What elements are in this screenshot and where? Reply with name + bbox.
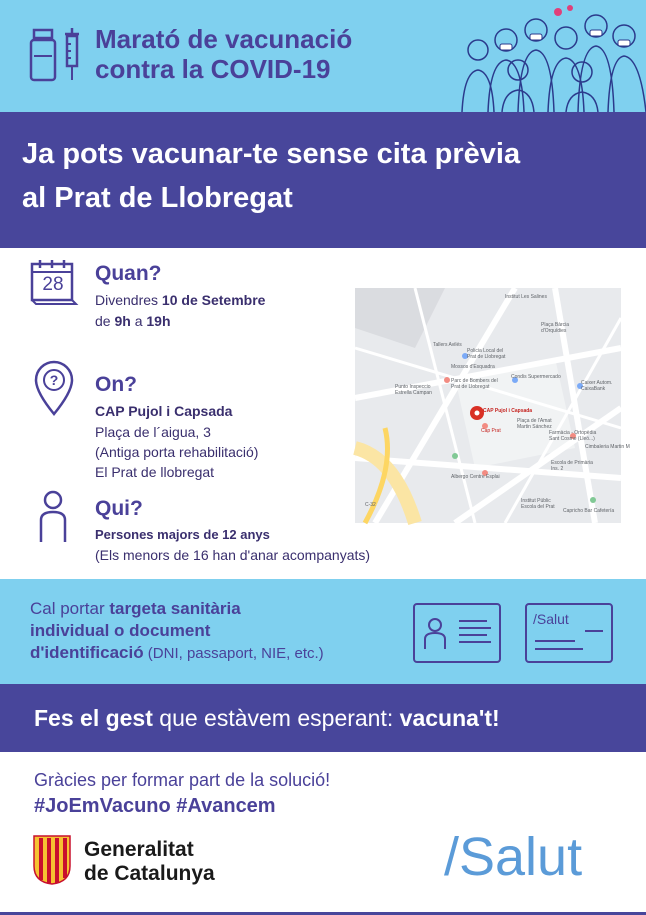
crowd-illustration: [458, 0, 646, 112]
headline-line-2: al Prat de Llobregat: [22, 182, 293, 214]
generalitat-logo: [32, 834, 72, 886]
svg-text:Tallers Avilés: Tallers Avilés: [433, 342, 462, 348]
id-card-icon: [413, 603, 501, 663]
svg-text:Institut Les Salines: Institut Les Salines: [505, 294, 547, 300]
svg-text:Martin Sánchez: Martin Sánchez: [517, 424, 552, 430]
svg-text:CaixaBank: CaixaBank: [581, 386, 606, 392]
svg-text:Institut Públic: Institut Públic: [521, 498, 551, 504]
cta-text: Fes el gest que estàvem esperant: vacuna't!: [34, 705, 500, 731]
who-note: (Els menors de 16 han d'anar acompanyats): [95, 547, 371, 563]
who-audience: Persones majors de 12 anys: [95, 527, 270, 542]
who-heading: Qui?: [95, 497, 143, 520]
svg-text:Mossos d'Esquadra: Mossos d'Esquadra: [451, 364, 495, 370]
where-note: (Antiga porta rehabilitació): [95, 444, 259, 460]
health-card-icon: [525, 603, 613, 663]
when-heading: Quan?: [95, 262, 162, 285]
svg-text:Sant Cosme (Lleó...): Sant Cosme (Lleó...): [549, 436, 595, 442]
health-card-label: /Salut: [533, 611, 569, 627]
when-hours: de 9h a 19h: [95, 313, 171, 329]
svg-text:Escola de Primària: Escola de Primària: [551, 460, 593, 466]
svg-text:d'Orquídies: d'Orquídies: [541, 328, 567, 334]
salut-logo: /Salut: [444, 827, 583, 887]
svg-text:Prat de Llobregat: Prat de Llobregat: [451, 384, 490, 390]
svg-text:C-32: C-32: [365, 502, 376, 508]
campaign-title: Marató de vacunació contra la COVID-19: [95, 24, 353, 84]
svg-text:Prat de Llobregat: Prat de Llobregat: [467, 354, 506, 360]
generalitat-name: Generalitat de Catalunya: [84, 838, 215, 885]
location-pin-icon: [34, 360, 74, 416]
svg-text:Punto Inspeccio: Punto Inspeccio: [395, 384, 431, 390]
svg-text:Parc de Bombers del: Parc de Bombers del: [451, 378, 498, 384]
when-date: Divendres 10 de Setembre: [95, 292, 266, 308]
svg-text:Condis Supermercado: Condis Supermercado: [511, 374, 561, 380]
thanks-text: Gràcies per formar part de la solució!: [34, 770, 331, 790]
svg-text:?: ?: [49, 372, 59, 388]
svg-text:Farmàcia - Ortopèdia: Farmàcia - Ortopèdia: [549, 430, 597, 436]
where-city: El Prat de llobregat: [95, 464, 215, 480]
where-heading: On?: [95, 373, 137, 396]
location-map[interactable]: [355, 288, 630, 523]
svg-text:Cimbaleria Martin M: Cimbaleria Martin M: [585, 444, 630, 450]
calendar-day: 28: [42, 274, 64, 295]
vaccine-vial-icon: [25, 26, 89, 84]
where-address: Plaça de l´aigua, 3: [95, 424, 211, 440]
calendar-icon: [28, 258, 78, 304]
svg-text:Cap Prat: Cap Prat: [481, 428, 501, 434]
where-place: CAP Pujol i Capsada: [95, 403, 233, 419]
headline-line-1: Ja pots vacunar-te sense cita prèvia: [22, 138, 521, 170]
svg-text:Plaça de l'Amat: Plaça de l'Amat: [517, 418, 552, 424]
svg-text:Albergo Centre Esplai: Albergo Centre Esplai: [451, 474, 500, 480]
svg-text:Escola del Prat: Escola del Prat: [521, 504, 555, 510]
svg-text:CAP Pujol i Capsada: CAP Pujol i Capsada: [483, 408, 533, 414]
svg-text:Ins. 2: Ins. 2: [551, 466, 564, 472]
svg-text:Capricho Bar Cafetería: Capricho Bar Cafetería: [563, 508, 615, 514]
svg-text:Estrella Campan: Estrella Campan: [395, 390, 432, 396]
requirements-text: Cal portar targeta sanitària individual o document d'identificació (DNI, passaport, NIE, etc.): [30, 599, 324, 662]
headline-banner: [0, 112, 646, 248]
svg-text:Caixer Autom.: Caixer Autom.: [581, 380, 613, 386]
svg-text:Policia Local del: Policia Local del: [467, 348, 504, 354]
svg-text:Plaça Bàrcia: Plaça Bàrcia: [541, 322, 570, 328]
person-icon: [38, 490, 68, 542]
hashtags: #JoEmVacuno #Avancem: [34, 795, 276, 817]
